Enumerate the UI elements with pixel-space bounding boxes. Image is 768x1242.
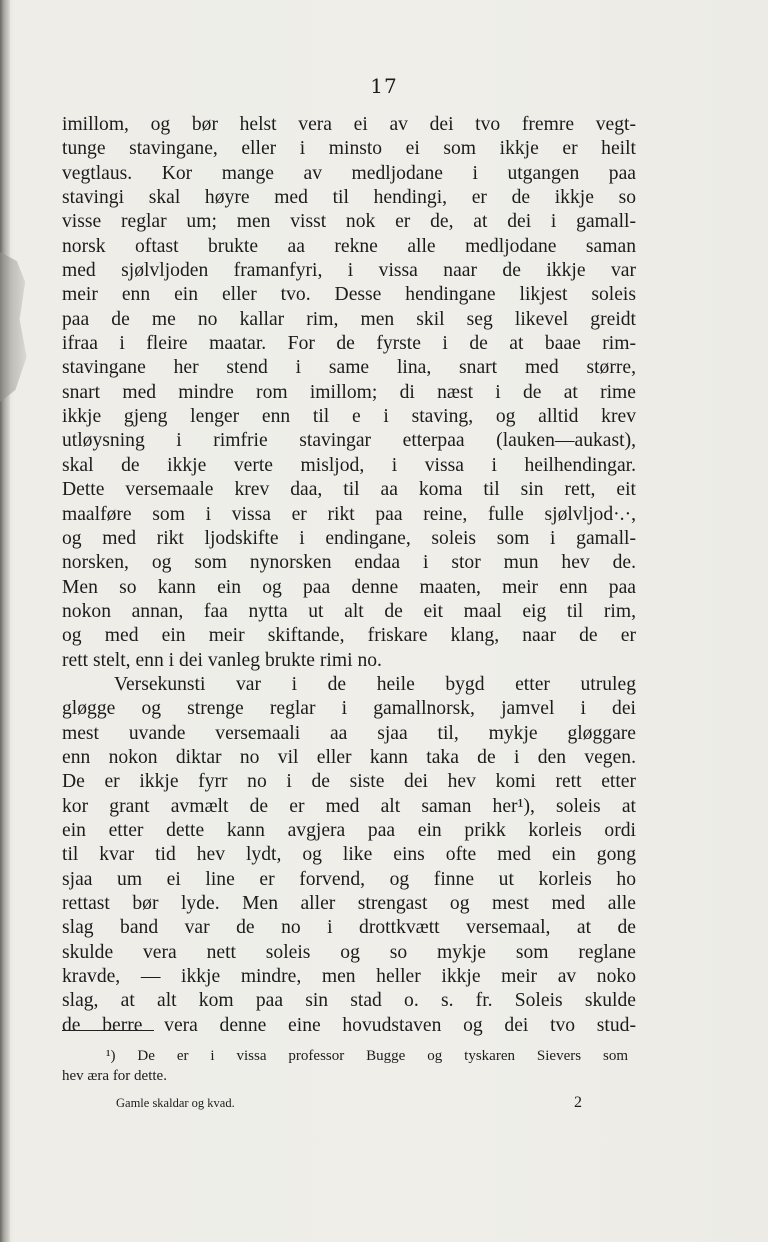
- footnote-line: ¹) De er i vissa professor Bugge og tyskaren Sievers som: [106, 1048, 628, 1064]
- footnote-line: hev æra for dette.: [62, 1068, 167, 1084]
- text-line: sjaa um ei line er forvend, og finne ut korleis ho: [62, 868, 636, 890]
- text-line: De er ikkje fyrr no i de siste dei hev komi rett etter: [62, 771, 636, 793]
- text-line: ein etter dette kann avgjera paa ein prikk korleis ordi: [62, 819, 636, 841]
- text-line: imillom, og bør helst vera ei av dei tvo fremre vegt-: [62, 114, 636, 135]
- text-line: Dette versemaale krev daa, til aa koma til sin rett, eit: [62, 479, 636, 501]
- text-line: Men so kann ein og paa denne maaten, meir enn paa: [62, 576, 636, 598]
- text-line: norsken, og som nynorsken endaa i stor mun hev de.: [62, 552, 636, 574]
- text-line: kravde, — ikkje mindre, men heller ikkje meir av noko: [62, 966, 636, 988]
- page-binding-edge: [0, 0, 10, 1242]
- text-line: skal de ikkje verte misljod, i vissa i heilhendingar.: [62, 454, 636, 476]
- text-line: mest uvande versemaali aa sjaa til, mykje gløggare: [62, 722, 636, 744]
- body-text: [62, 113, 636, 1038]
- text-line: rett stelt, enn i dei vanleg brukte rimi no.: [62, 649, 382, 671]
- text-line: enn nokon diktar no vil eller kann taka de i den vegen.: [62, 746, 636, 768]
- text-line: meir enn ein eller tvo. Desse hendingane likjest soleis: [62, 284, 636, 306]
- text-line: skulde vera nett soleis og so mykje som reglane: [62, 941, 636, 963]
- text-line: gløgge og strenge reglar i gamallnorsk, jamvel i dei: [62, 698, 636, 720]
- text-line: stavingi skal høyre med til hendingi, er de ikkje so: [62, 187, 636, 209]
- text-line: ifraa i fleire maatar. For de fyrste i de at baae rim-: [62, 333, 636, 355]
- text-line: paa de me no kallar rim, men skil seg likevel greidt: [62, 308, 636, 330]
- text-line: nokon annan, faa nytta ut alt de eit maal eig til rim,: [62, 600, 636, 622]
- text-line: slag, at alt kom paa sin stad o. s. fr. Soleis skulde: [62, 990, 636, 1012]
- text-line: maalføre som i vissa er rikt paa reine, fulle sjølvljod·.·,: [62, 503, 636, 525]
- text-line: rettast bør lyde. Men aller strengast og mest med alle: [62, 893, 636, 914]
- text-line: snart med mindre rom imillom; di næst i de at rime: [62, 381, 636, 403]
- page-number: 17: [370, 74, 398, 98]
- text-line: ikkje gjeng lenger enn til e i staving, og alltid krev: [62, 406, 636, 428]
- text-line: norsk oftast brukte aa rekne alle medljodane saman: [62, 235, 636, 257]
- text-line: slag band var de no i drottkvætt versemaal, at de: [62, 917, 636, 939]
- torn-margin: [0, 252, 28, 402]
- text-line: til kvar tid hev lydt, og like eins ofte med ein gong: [62, 844, 636, 866]
- text-line: med sjølvljoden framanfyri, i vissa naar de ikkje var: [62, 260, 636, 282]
- footnote: [62, 1046, 628, 1086]
- text-line: og med rikt ljodskifte i endingane, soleis som i gamall-: [62, 527, 636, 549]
- text-line: visse reglar um; men visst nok er de, at dei i gamall-: [62, 211, 636, 233]
- text-line: tunge stavingane, eller i minsto ei som ikkje er heilt: [62, 138, 636, 160]
- signature-title: Gamle skaldar og kvad.: [116, 1096, 235, 1110]
- footnote-divider: [62, 1030, 154, 1031]
- text-line: Versekunsti var i de heile bygd etter utruleg: [114, 673, 636, 695]
- text-line: vegtlaus. Kor mange av medljodane i utgangen paa: [62, 162, 636, 184]
- text-line: og med ein meir skiftande, friskare klang, naar de er: [62, 625, 636, 647]
- text-line: stavingane her stend i same lina, snart med større,: [62, 357, 636, 379]
- text-line: utløysning i rimfrie stavingar etterpaa (lauken—aukast),: [62, 430, 636, 452]
- text-line: de berre vera denne eine hovudstaven og dei tvo stud-: [62, 1014, 636, 1036]
- text-line: kor grant avmælt de er med alt saman her¹), soleis at: [62, 795, 636, 817]
- signature-mark: 2: [574, 1094, 582, 1111]
